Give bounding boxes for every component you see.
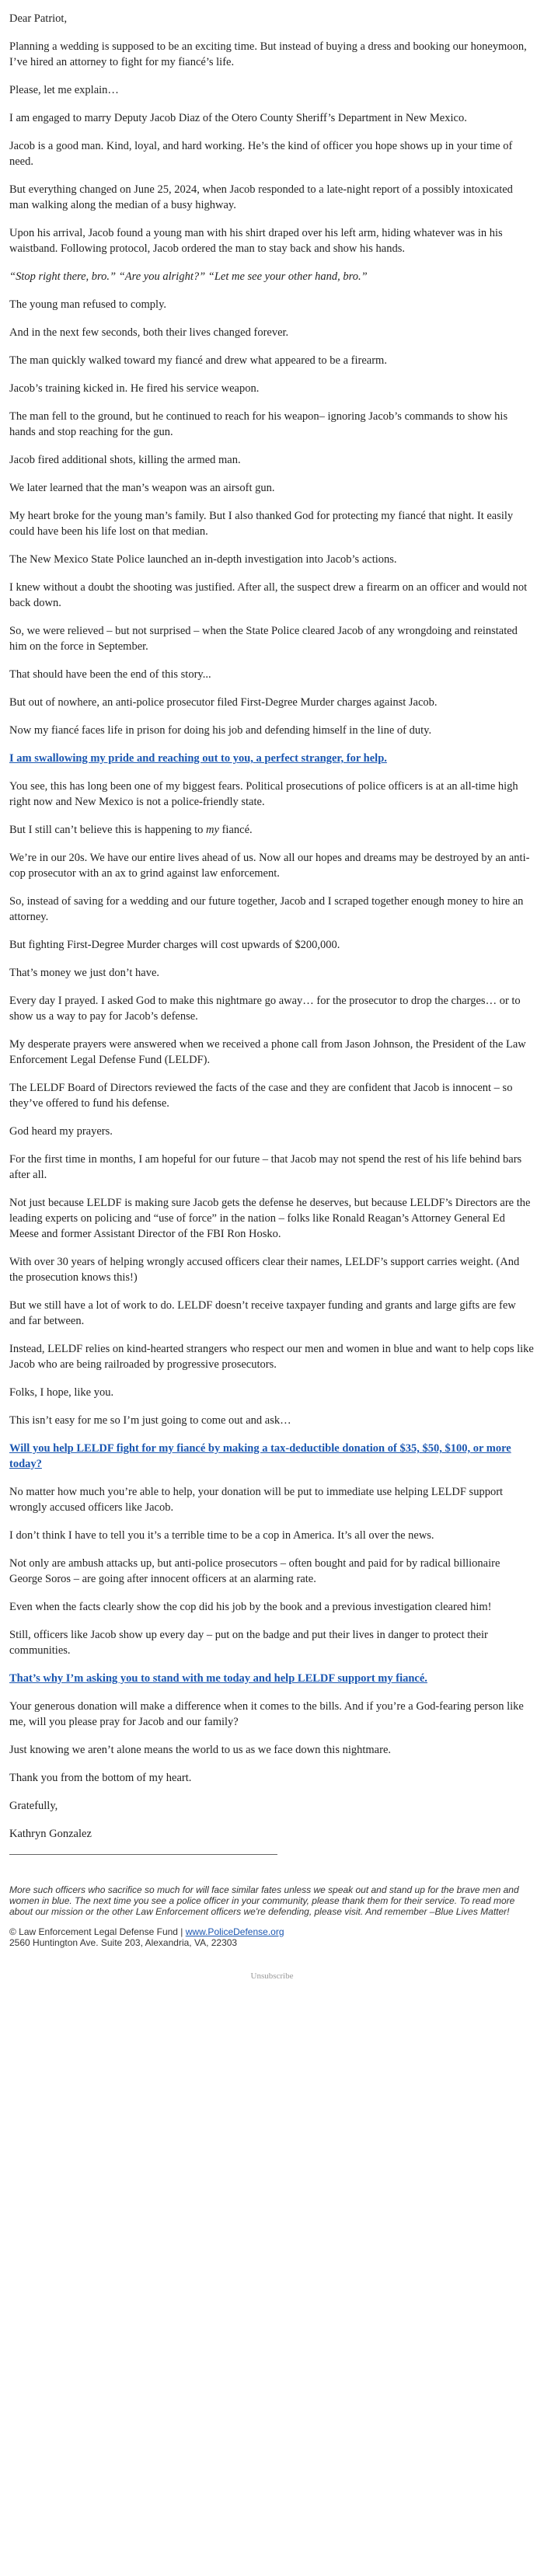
quoted-commands: “Stop right there, bro.” “Are you alright?” “Let me see your other hand, bro.” — [9, 270, 368, 283]
greeting: Dear Patriot, — [9, 12, 68, 25]
website-link[interactable]: www.PoliceDefense.org — [185, 1926, 284, 1937]
paragraph: The LELDF Board of Directors reviewed the facts of the case and they are confident that Jacob is innocent – so they’ve offered to fund his defense. — [9, 1082, 513, 1110]
paragraph: But out of nowhere, an anti-police prosecutor filed First-Degree Murder charges against Jacob. — [9, 696, 438, 709]
paragraph: And in the next few seconds, both their lives changed forever. — [9, 326, 289, 339]
paragraph: I knew without a doubt the shooting was justified. After all, the suspect drew a firearm on an officer and would not back down. — [9, 581, 528, 609]
unsubscribe-row — [9, 1968, 535, 1984]
footer-copyright-line — [9, 1926, 535, 1937]
footer-note: More such officers who sacrifice so much for will face similar fates unless we speak out and stand up for the brave men and women in blue. The next time you see a police officer in your community, please thank them for their service. To read more about our mission or the other Law Enforcement officers we're defending, please visit. And remember –Blue Lives Matter! — [9, 1884, 519, 1917]
paragraph: We’re in our 20s. We have our entire lives ahead of us. Now all our hopes and dreams may be destroyed by an anti-cop prosecutor with an ax to grind against law enforcement. — [9, 852, 530, 880]
unsubscribe-link[interactable]: Unsubscribe — [250, 1971, 294, 1981]
paragraph: The New Mexico State Police launched an in-depth investigation into Jacob’s actions. — [9, 553, 397, 566]
paragraph: Planning a wedding is supposed to be an exciting time. But instead of buying a dress and booking our honeymoon, I’ve hired an attorney to fight for my fiancé’s life. — [9, 40, 527, 68]
footer — [9, 1884, 535, 1948]
paragraph: Now my fiancé faces life in prison for doing his job and defending himself in the line of duty. — [9, 724, 432, 737]
paragraph: Not just because LELDF is making sure Jacob gets the defense he deserves, but because LELDF’s Directors are the leading experts on policing and “use of force” in the nation – folks like Ronald Reagan’s Attorney General Ed Meese and former Assistant Director of the FBI Ron Hosko. — [9, 1197, 531, 1240]
donate-link-stand-with-me[interactable]: That’s why I’m asking you to stand with me today and help LELDF support my fiancé. — [9, 1672, 427, 1685]
footer-address: 2560 Huntington Ave. Suite 203, Alexandria, VA, 22303 — [9, 1937, 238, 1948]
paragraph: But everything changed on June 25, 2024, when Jacob responded to a late-night report of a possibly intoxicated man walking along the median of a busy highway. — [9, 183, 513, 211]
paragraph: The man quickly walked toward my fiancé and drew what appeared to be a firearm. — [9, 354, 387, 367]
text-span: fiancé. — [218, 824, 253, 836]
text-span: But I still can’t believe this is happening to — [9, 824, 207, 836]
paragraph: No matter how much you’re able to help, your donation will be put to immediate use helping LELDF support wrongly accused officers like Jacob. — [9, 1486, 504, 1514]
copyright: © Law Enforcement Legal Defense Fund | — [9, 1926, 186, 1937]
paragraph: But we still have a lot of work to do. LELDF doesn’t receive taxpayer funding and grants and large gifts are few and far between. — [9, 1299, 516, 1327]
paragraph: Even when the facts clearly show the cop did his job by the book and a previous investigation cleared him! — [9, 1601, 492, 1613]
paragraph: I don’t think I have to tell you it’s a terrible time to be a cop in America. It’s all over the news. — [9, 1529, 434, 1542]
emphasis: my — [206, 824, 219, 836]
paragraph: Upon his arrival, Jacob found a young man with his shirt draped over his left arm, hiding whatever was in his waistband. Following protocol, Jacob ordered the man to stay back and show his hands. — [9, 227, 503, 255]
paragraph: We later learned that the man’s weapon was an airsoft gun. — [9, 482, 275, 494]
paragraph: Jacob fired additional shots, killing the armed man. — [9, 454, 241, 466]
paragraph: My heart broke for the young man’s family. But I also thanked God for protecting my fiancé that night. It easily could have been his life lost on that median. — [9, 510, 514, 538]
paragraph: The young man refused to comply. — [9, 298, 167, 311]
paragraph: I am engaged to marry Deputy Jacob Diaz of the Otero County Sheriff’s Department in New Mexico. — [9, 112, 467, 124]
paragraph: That’s money we just don’t have. — [9, 967, 160, 979]
paragraph: So, we were relieved – but not surprised – when the State Police cleared Jacob of any wrongdoing and reinstated him on the force in September. — [9, 625, 518, 653]
paragraph: Thank you from the bottom of my heart. — [9, 1772, 192, 1784]
paragraph: My desperate prayers were answered when we received a phone call from Jason Johnson, the President of the Law Enforcement Legal Defense Fund (LELDF). — [9, 1038, 526, 1066]
paragraph — [9, 822, 535, 838]
paragraph: Your generous donation will make a difference when it comes to the bills. And if you’re a God-fearing person like me, will you please pray for Jacob and our family? — [9, 1700, 524, 1728]
paragraph: That should have been the end of this story... — [9, 668, 211, 681]
paragraph: Still, officers like Jacob show up every day – put on the badge and put their lives in danger to protect their communities. — [9, 1629, 488, 1657]
divider — [9, 1854, 277, 1855]
paragraph: But fighting First-Degree Murder charges will cost upwards of $200,000. — [9, 939, 340, 951]
paragraph: This isn’t easy for me so I’m just going to come out and ask… — [9, 1414, 291, 1427]
paragraph: God heard my prayers. — [9, 1125, 113, 1138]
paragraph: Please, let me explain… — [9, 84, 119, 96]
paragraph: Jacob’s training kicked in. He fired his service weapon. — [9, 382, 260, 395]
paragraph: You see, this has long been one of my biggest fears. Political prosecutions of police officers is at an all-time high right now and New Mexico is not a police-friendly state. — [9, 780, 518, 808]
paragraph: So, instead of saving for a wedding and our future together, Jacob and I scraped together enough money to hire an attorney. — [9, 895, 524, 923]
paragraph: Every day I prayed. I asked God to make this nightmare go away… for the prosecutor to drop the charges… or to show us a way to pay for Jacob’s defense. — [9, 995, 521, 1023]
paragraph: Jacob is a good man. Kind, loyal, and hard working. He’s the kind of officer you hope shows up in your time of need. — [9, 140, 513, 168]
donate-link-amounts[interactable]: Will you help LELDF fight for my fiancé by making a tax-deductible donation of $35, $50, $100, or more today? — [9, 1442, 511, 1470]
paragraph: Folks, I hope, like you. — [9, 1386, 114, 1399]
signature: Kathryn Gonzalez — [9, 1828, 92, 1840]
paragraph: Not only are ambush attacks up, but anti-police prosecutors – often bought and paid for by radical billionaire George Soros – are going after innocent officers at an alarming rate. — [9, 1557, 500, 1585]
letter-body — [0, 11, 544, 1984]
closing: Gratefully, — [9, 1800, 58, 1812]
paragraph: The man fell to the ground, but he continued to reach for his weapon– ignoring Jacob’s commands to show his hands and stop reaching for the gun. — [9, 410, 508, 438]
paragraph: For the first time in months, I am hopeful for our future – that Jacob may not spend the rest of his life behind bars after all. — [9, 1153, 522, 1181]
paragraph: With over 30 years of helping wrongly accused officers clear their names, LELDF’s support carries weight. (And the prosecution knows this!) — [9, 1256, 520, 1284]
donate-link-stranger[interactable]: I am swallowing my pride and reaching out to you, a perfect stranger, for help. — [9, 752, 387, 765]
paragraph: Instead, LELDF relies on kind-hearted strangers who respect our men and women in blue and want to help cops like Jacob who are being railroaded by progressive prosecutors. — [9, 1343, 534, 1371]
paragraph: Just knowing we aren’t alone means the world to us as we face down this nightmare. — [9, 1744, 392, 1756]
